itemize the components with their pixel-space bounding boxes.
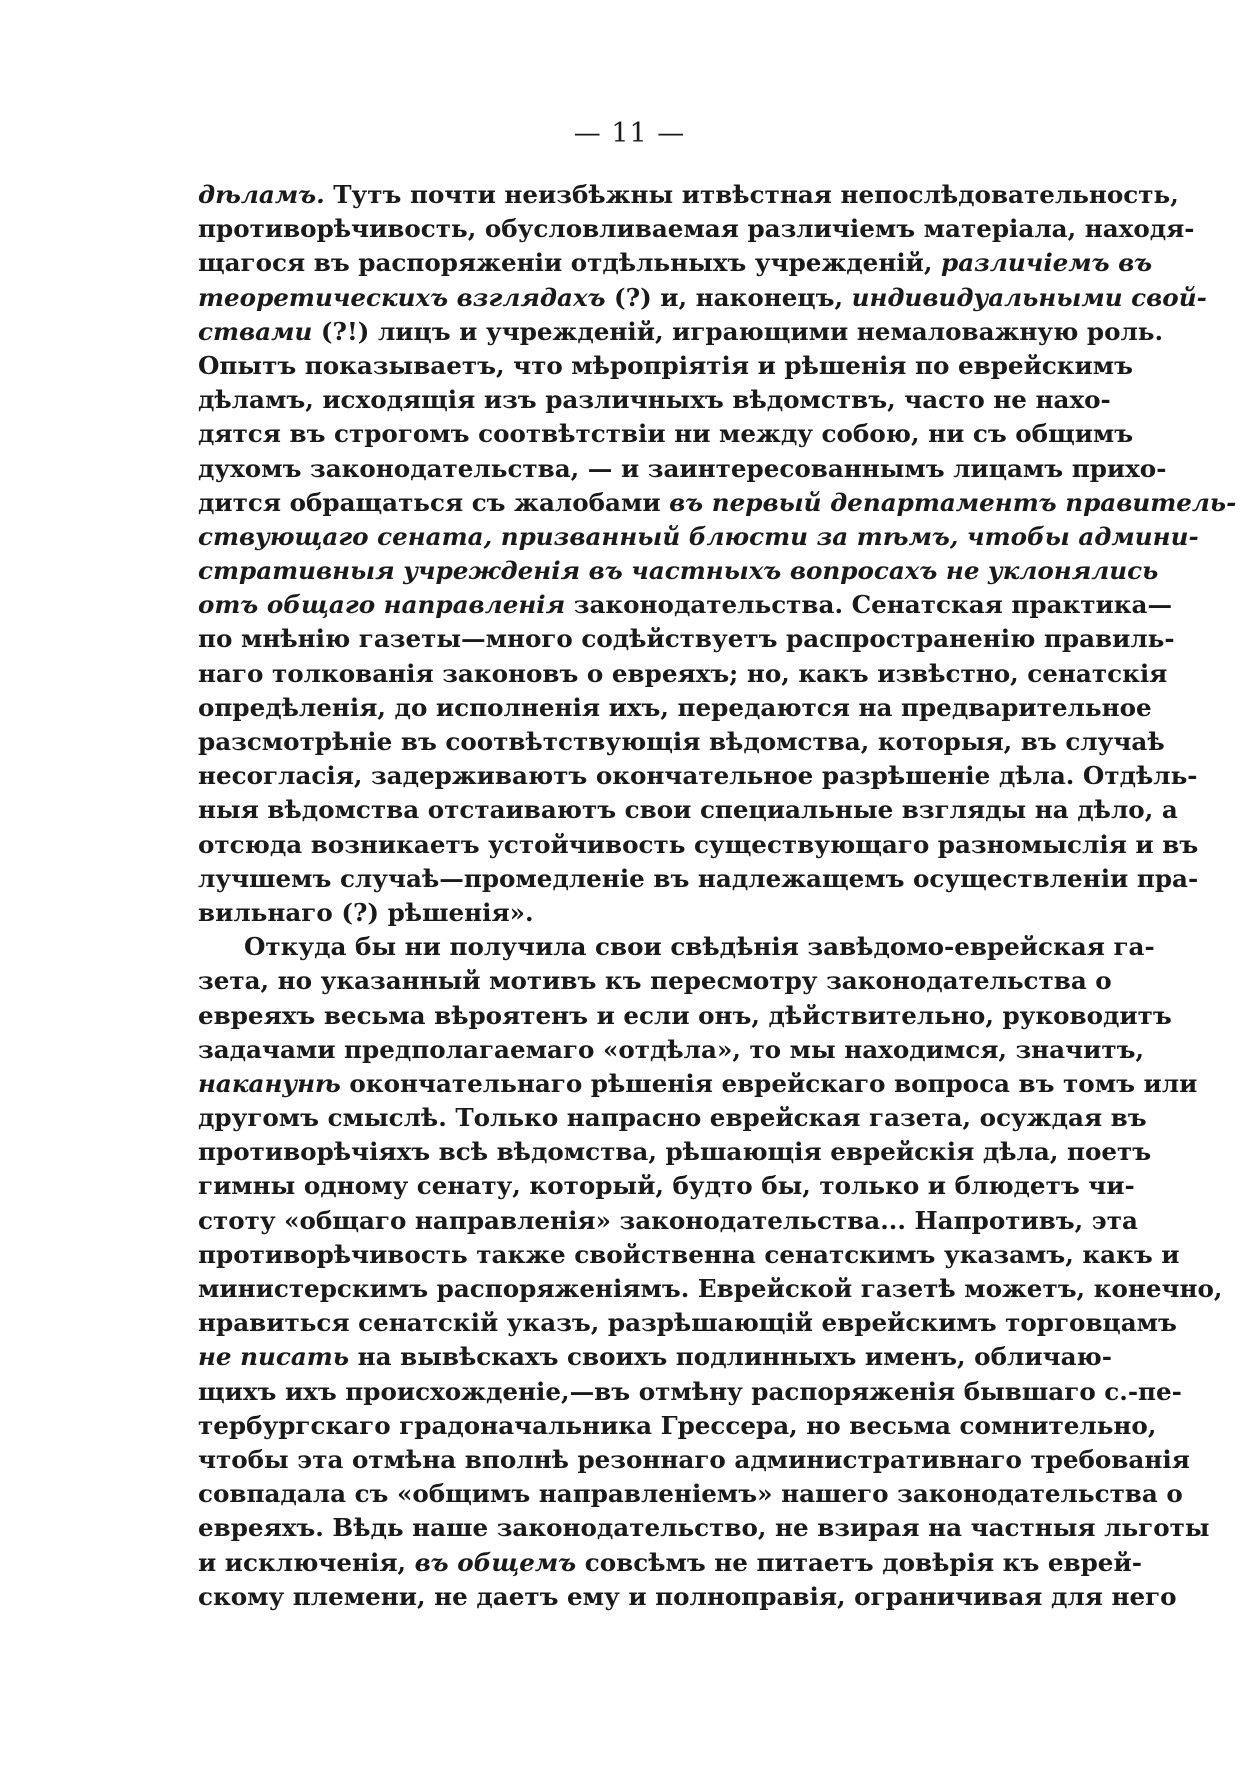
italic-span: наканунѣ	[198, 1068, 341, 1098]
italic-span: въ первый департаментъ правитель-	[669, 487, 1237, 517]
text-line	[198, 1033, 1145, 1067]
text-line	[198, 999, 1172, 1033]
text-span: дится обращаться съ жалобами	[198, 487, 670, 517]
text-span: лучшемъ случаѣ—промедленіе въ надлежащемъ осуществленіи пра-	[198, 863, 1199, 893]
italic-span: стративныя учрежденія въ частныхъ вопросахъ не уклонялись	[198, 556, 1159, 586]
text-span: совпадала съ «общимъ направленіемъ» нашего законодательства о	[198, 1479, 1183, 1509]
text-line	[198, 759, 1198, 793]
text-span: гимны одному сенату, который, будто бы, только и блюдетъ чи-	[198, 1171, 1135, 1201]
text-span: задачами предполагаемаго «отдѣла», то мы находимся, значитъ,	[198, 1034, 1145, 1064]
text-span: тербургскаго градоначальника Грессера, но весьма сомнительно,	[198, 1410, 1157, 1440]
text-line	[198, 1409, 1157, 1443]
text-span: чтобы эта отмѣна вполнѣ резоннаго административнаго требованія	[198, 1444, 1190, 1474]
text-span: окончательнаго рѣшенія еврейскаго вопроса въ томъ или	[340, 1068, 1198, 1098]
text-span: дятся въ строгомъ соотвѣтствіи ни между собою, ни съ общимъ	[198, 419, 1134, 449]
text-line	[198, 588, 1173, 622]
text-line	[198, 486, 1237, 520]
text-line	[198, 1546, 1142, 1580]
text-span: щагося въ распоряженіи отдѣльныхъ учрежденій,	[198, 248, 942, 278]
text-line	[198, 622, 1175, 656]
text-span: евреяхъ весьма вѣроятенъ и если онъ, дѣйствительно, руководитъ	[198, 1000, 1172, 1030]
text-line	[198, 896, 1072, 930]
paragraph-1	[198, 178, 1237, 930]
text-span: разсмотрѣніе въ соотвѣтствующія вѣдомства, которыя, въ случаѣ	[198, 727, 1165, 756]
text-line	[198, 828, 1199, 862]
text-line	[198, 349, 1134, 383]
text-line	[198, 1477, 1183, 1511]
text-span: стоту «общаго направленія» законодательства... Напротивъ, эта	[198, 1205, 1138, 1235]
text-span: другомъ смыслѣ. Только напрасно еврейская газета, осуждая въ	[198, 1103, 1147, 1133]
text-span: духомъ законодательства, — и заинтересованнымъ лицамъ прихо-	[198, 453, 1167, 483]
italic-span: индивидуальными свой-	[851, 282, 1207, 312]
text-line	[198, 725, 1165, 759]
text-line	[198, 1443, 1190, 1477]
text-span: евреяхъ. Вѣдь наше законодательство, не взирая на частныя льготы	[198, 1513, 1210, 1543]
text-line	[198, 1340, 1112, 1374]
text-span: противорѣчивость также свойственна сенатскимъ указамъ, какъ и	[198, 1239, 1180, 1269]
text-span: нравиться сенатскій указъ, разрѣшающій еврейскимъ торговцамъ	[198, 1308, 1177, 1338]
body-text	[198, 178, 1237, 1614]
text-line	[198, 315, 1164, 349]
text-line	[198, 1067, 1198, 1101]
paragraph-2	[198, 930, 1223, 1614]
text-span: Откуда бы ни получила свои свѣдѣнія завѣдомо-еврейская га-	[244, 932, 1155, 962]
text-line	[198, 1272, 1223, 1306]
text-line	[198, 383, 1111, 417]
text-line	[198, 793, 1178, 827]
text-span: противорѣчіяхъ всѣ вѣдомства, рѣшающія еврейскія дѣла, поетъ	[198, 1137, 1152, 1167]
italic-span: не писать	[198, 1342, 350, 1372]
text-span: наго толкованія законовъ о евреяхъ; но, какъ извѣстно, сенатскія	[198, 658, 1168, 688]
text-line	[198, 930, 1155, 964]
text-line	[198, 1101, 1147, 1135]
text-span: (?) и, наконецъ,	[605, 282, 852, 312]
text-span: Опытъ показываетъ, что мѣропріятія и рѣшенія по еврейскимъ	[198, 350, 1134, 380]
text-span: вильнаго (?) рѣшенія».	[198, 897, 534, 927]
text-line	[198, 1135, 1152, 1169]
text-span: опредѣленія, до исполненія ихъ, передаются на предварительное	[198, 692, 1152, 722]
text-span: скому племени, не даетъ ему и полноправія, ограничивая для него	[198, 1581, 1177, 1611]
text-line	[198, 1306, 1177, 1340]
text-span: (?!) лицъ и учрежденій, играющими немаловажную роль.	[312, 316, 1164, 346]
text-span: противорѣчивость, обусловливаемая различіемъ матеріала, находя-	[198, 214, 1195, 244]
text-line	[198, 1580, 1177, 1614]
text-span: ныя вѣдомства отстаиваютъ свои специальные взгляды на дѣло, а	[198, 795, 1178, 825]
page-number: — 11 —	[573, 118, 686, 149]
text-span: по мнѣнію газеты—много содѣйствуетъ распространенію правиль-	[198, 624, 1175, 654]
text-line	[198, 691, 1152, 725]
italic-span: въ общемъ	[414, 1547, 577, 1577]
italic-span: дѣламъ.	[198, 180, 325, 209]
text-line	[198, 520, 1199, 554]
text-line	[198, 964, 1112, 998]
italic-span: ствующаго сената, призванный блюсти за тѣмъ, чтобы админи-	[198, 521, 1199, 551]
text-span: законодательства. Сенатская практика—	[565, 590, 1173, 620]
text-line	[198, 554, 1159, 588]
text-line	[198, 1511, 1210, 1545]
text-line	[198, 417, 1134, 451]
text-line	[198, 212, 1195, 246]
text-line	[198, 862, 1199, 896]
text-span: зета, но указанный мотивъ къ пересмотру законодательства о	[198, 966, 1112, 996]
text-span: Тутъ почти неизбѣжны итвѣстная непослѣдовательность,	[324, 180, 1179, 209]
text-line	[198, 246, 1153, 280]
italic-span: различіемъ въ	[941, 248, 1153, 278]
text-span: щихъ ихъ происхожденіе,—въ отмѣну распоряженія бывшаго с.-пе-	[198, 1376, 1182, 1406]
italic-span: ствами	[198, 316, 313, 346]
text-line	[198, 1169, 1135, 1203]
text-span: совсѣмъ не питаетъ довѣрія къ еврей-	[576, 1547, 1142, 1577]
text-line	[198, 1238, 1180, 1272]
text-line	[198, 178, 1179, 212]
text-span: министерскимъ распоряженіямъ. Еврейской газетѣ можетъ, конечно,	[198, 1274, 1223, 1303]
text-span: несогласія, задерживаютъ окончательное разрѣшеніе дѣла. Отдѣль-	[198, 761, 1198, 791]
text-line	[198, 1204, 1138, 1238]
text-span: отсюда возникаетъ устойчивость существующаго разномыслія и въ	[198, 829, 1199, 859]
text-span: на вывѣскахъ своихъ подлинныхъ именъ, обличаю-	[349, 1342, 1112, 1372]
text-line	[198, 452, 1167, 486]
italic-span: отъ общаго направленія	[198, 590, 566, 620]
text-line	[198, 657, 1168, 691]
italic-span: теоретическихъ взглядахъ	[198, 282, 606, 312]
text-line	[198, 1375, 1182, 1409]
text-span: дѣламъ, исходящія изъ различныхъ вѣдомствъ, часто не нахо-	[198, 385, 1111, 415]
text-line	[198, 281, 1207, 315]
text-span: и исключенія,	[198, 1547, 415, 1577]
